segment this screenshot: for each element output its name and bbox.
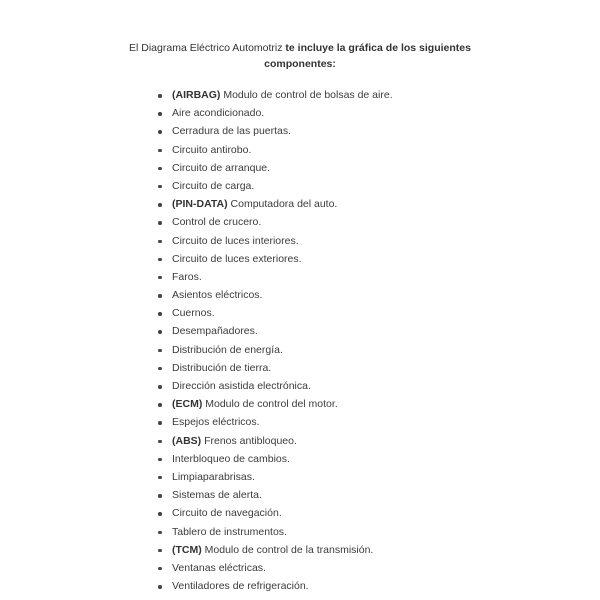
bullet-icon [158, 221, 162, 225]
bullet-icon [158, 312, 162, 316]
list-item [155, 213, 393, 231]
list-item [155, 432, 393, 450]
intro-bold-text: te incluye la gráfica de los siguientes componentes: [264, 42, 471, 70]
list-item-text: Espejos eléctricos. [172, 416, 260, 429]
list-item-code: (AIRBAG) [172, 89, 221, 101]
list-item-text: Circuito de navegación. [172, 507, 282, 520]
bullet-icon [158, 149, 162, 153]
list-item [155, 232, 393, 250]
bullet-icon [158, 512, 162, 516]
list-item [155, 486, 393, 504]
list-item [155, 304, 393, 322]
bullet-icon [158, 440, 162, 444]
list-item-text: Limpiaparabrisas. [172, 470, 255, 483]
list-item-text: Circuito de carga. [172, 179, 255, 192]
bullet-icon [158, 185, 162, 189]
list-item [155, 122, 393, 140]
intro-normal-text: El Diagrama Eléctrico Automotriz [129, 42, 286, 54]
bullet-icon [158, 294, 162, 298]
list-item [155, 250, 393, 268]
list-item [155, 341, 393, 359]
list-item [155, 159, 393, 177]
bullet-icon [158, 531, 162, 535]
list-item-text: Dirección asistida electrónica. [172, 380, 311, 392]
list-item-code: (ECM) [172, 398, 203, 411]
bullet-icon [158, 403, 162, 407]
list-item-text: Modulo de control de bolsas de aire. [220, 89, 393, 101]
list-item [155, 286, 393, 304]
list-item-text: Tablero de instrumentos. [172, 525, 287, 538]
list-item-text: Circuito de arranque. [172, 161, 271, 174]
bullet-icon [158, 112, 162, 116]
list-item-text: Asientos eléctricos. [172, 289, 263, 302]
list-item-text: Circuito de luces interiores. [172, 234, 299, 247]
bullet-icon [158, 330, 162, 334]
list-item-text: Circuito antirobo. [172, 143, 252, 156]
list-item [155, 104, 393, 122]
list-item-text: Aire acondicionado. [172, 107, 265, 120]
bullet-icon [158, 94, 162, 98]
bullet-icon [158, 476, 162, 480]
list-item-text: Faros. [172, 270, 202, 283]
list-item [155, 523, 393, 541]
list-item [155, 268, 393, 286]
bullet-icon [158, 549, 162, 553]
list-item-text: Sistemas de alerta. [172, 489, 262, 502]
list-item-text: Cerradura de las puertas. [172, 125, 292, 138]
list-item-text: Frenos antibloqueo. [201, 434, 297, 447]
bullet-icon [158, 167, 162, 171]
list-item-text: Distribución de tierra. [172, 361, 272, 374]
list-item-text: Modulo de control de la transmisión. [201, 543, 374, 556]
list-item-code: (PIN-DATA) [172, 198, 228, 211]
list-item-text: Modulo de control del motor. [202, 398, 338, 411]
component-list [155, 86, 393, 595]
list-item-text: Ventanas eléctricas. [172, 561, 266, 574]
bullet-icon [158, 130, 162, 134]
list-item [155, 359, 393, 377]
list-item [155, 450, 393, 468]
list-item [155, 177, 393, 195]
list-item-text: Interbloqueo de cambios. [172, 452, 290, 465]
list-item-text: Cuernos. [172, 307, 215, 320]
list-item [155, 141, 393, 159]
bullet-icon [158, 258, 162, 262]
bullet-icon [158, 385, 162, 389]
list-item [155, 377, 393, 395]
bullet-icon [158, 349, 162, 353]
bullet-icon [158, 203, 162, 207]
bullet-icon [158, 585, 162, 589]
bullet-icon [158, 494, 162, 498]
list-item-text: Distribución de energía. [172, 343, 283, 356]
list-item-text: Control de crucero. [172, 216, 262, 229]
bullet-icon [158, 421, 162, 425]
bullet-icon [158, 240, 162, 244]
list-item [155, 541, 393, 559]
list-item-code: (TCM) [172, 543, 202, 556]
bullet-icon [158, 458, 162, 462]
bullet-icon [158, 367, 162, 371]
list-item [155, 395, 393, 413]
list-item [155, 468, 393, 486]
list-item-text: Ventiladores de refrigeración. [172, 580, 309, 593]
list-item [155, 322, 393, 340]
list-item [155, 195, 393, 213]
list-item [155, 559, 393, 577]
list-item-code: (ABS) [172, 434, 202, 447]
list-item [155, 504, 393, 522]
list-item [155, 413, 393, 431]
list-item [155, 577, 393, 595]
list-item-text: Computadora del auto. [227, 198, 338, 211]
list-item-text: Circuito de luces exteriores. [172, 252, 302, 265]
bullet-icon [158, 567, 162, 571]
list-item [155, 86, 393, 104]
list-item-text: Desempañadores. [172, 325, 258, 338]
bullet-icon [158, 276, 162, 280]
intro-paragraph [100, 40, 500, 72]
